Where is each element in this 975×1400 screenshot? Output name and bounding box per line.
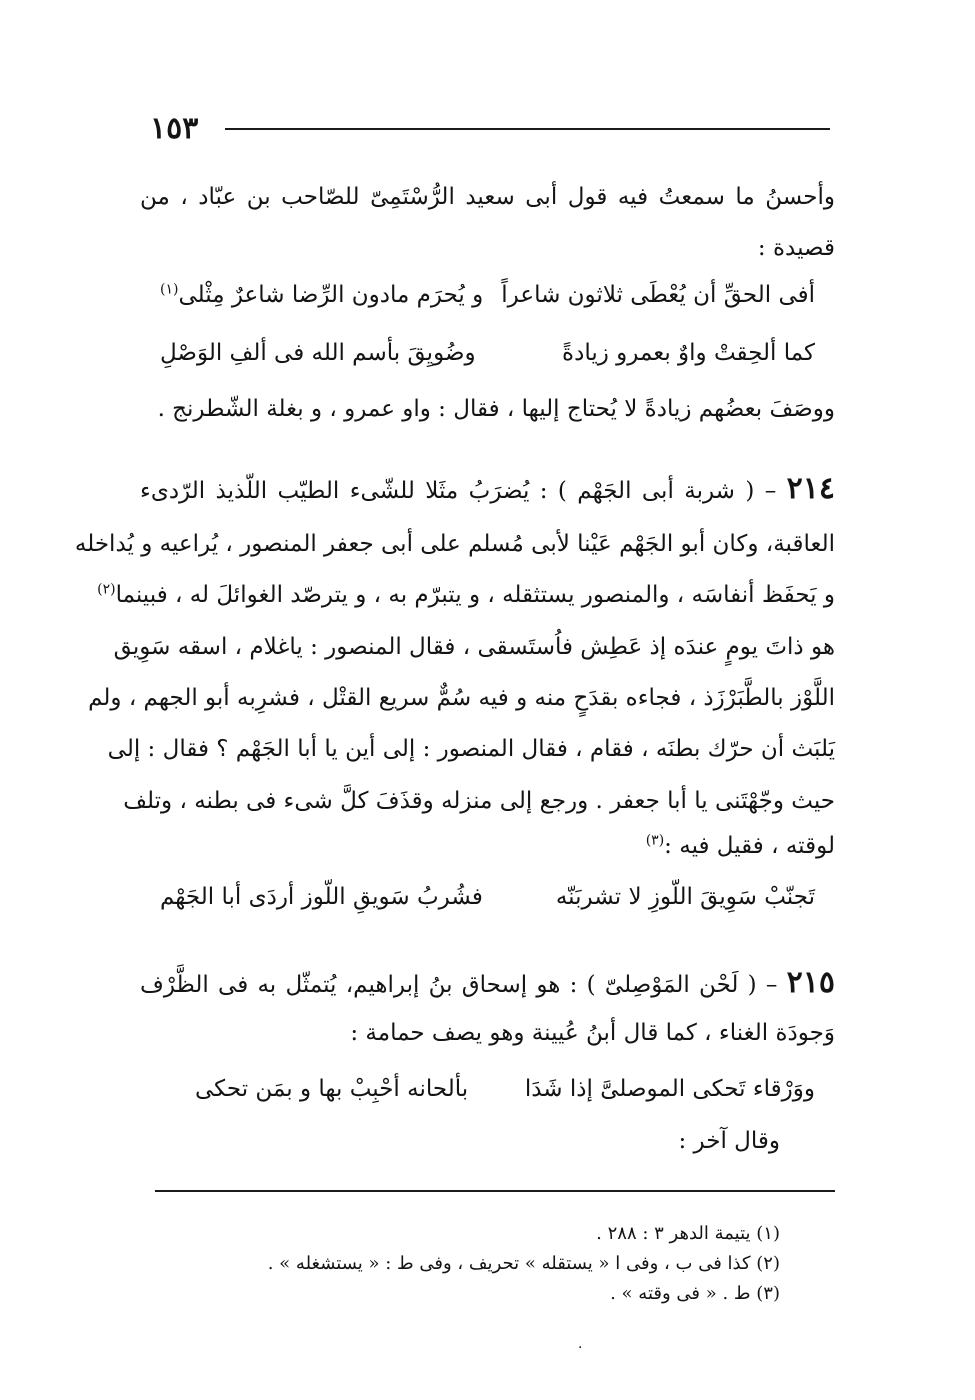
entry-215-verse-hemistich-1: ووَرْقاء تَحكى الموصلىَّ إذا شَدَا [524,1076,815,1102]
entry-215-after: وقال آخر : [678,1128,780,1154]
page-number: ١٥٣ [150,111,199,146]
entry-214-line-3: و يَحفَظ أنفاسَه ، والمنصور يستثقله ، و يتبرّم به ، و يترصّد الغوائلَ له ، فبينما$^{(٢)}$ [97,581,835,608]
intro-end: ووصَفَ بعضُهم زيادةً لا يُحتاج إليها ، فقال : واو عمرو ، و بغلة الشّطرنج . [157,396,835,422]
entry-214-line-6: يَلبَث أن حرّك بطنَه ، فقام ، فقال المنصور : إلى أين يا أبا الجَهْم ؟ فقال : إلى [107,736,835,762]
intro-line-2: قصيدة : [757,235,835,261]
entry-214-line-8: لوقته ، فقيل فيه :$^{(٣)}$ [645,832,835,859]
footnote-marker-1: (١) [160,281,179,298]
verse-2-hemistich-1: كما ألحِقتْ واوٌ بعمرو زيادةً [562,340,815,366]
footnote-marker-3: (٣) [645,832,665,849]
footnote-rule [155,1190,835,1192]
entry-214-line-7: حيث وجّهْتَنى يا أبا جعفر . ورجع إلى منزله وقذَفَ كلَّ شىء فى بطنه ، وتلف [123,788,835,814]
entry-214-line-5: اللَّوْز بالطَّبَرْزَذ ، فجاءه بقدَحٍ منه و فيه سُمٌّ سريع القتْل ، فشرِبه أبو الجهم ، ولم [88,685,835,711]
entry-215-line-1: ٢١٥ – ( لَحْن المَوْصِلىّ ) : هو إسحاق بنُ إبراهيم، يُتمثّل به فى الظَّرْف [140,965,836,1000]
intro-line-1: وأحسنُ ما سمعتُ فيه قول أبى سعيد الرُّسْتَمِىّ للصّاحب بن عبّاد ، من [140,184,835,210]
footnote-marker-2: (٢) [97,581,116,598]
entry-214-verse-hemistich-1: تَجنّبْ سَوِيقَ اللّوزِ لا تشربَنّه [555,884,815,910]
verse-1-hemistich-2: و يُحرَم مادون الرِّضا شاعرٌ مِثْلى$^{(١)}$ [160,281,484,308]
footnote-1: (١) يتيمة الدهر ٣ : ٢٨٨ . [596,1223,780,1244]
verse-2-hemistich-2: وضُويِقَ بأسم الله فى ألفِ الوَصْلِ [160,340,476,366]
entry-215-line-2: وَجودَة الغناء ، كما قال أبنُ عُيينة وهو يصف حمامة : [350,1020,835,1046]
footnote-3: (٣) ط . « فى وقته » . [610,1283,780,1304]
header-rule [225,128,830,130]
entry-214-line-4: هو ذاتَ يومٍ عندَه إذ عَطِش فاُستَسقى ، فقال المنصور : ياغلام ، اسقه سَوِيق [113,634,835,660]
entry-214-number: ٢١٤ [786,471,835,506]
entry-214-line-1: ٢١٤ – ( شربة أبى الجَهْم ) : يُضرَبُ مثَلا للشّىء الطيّب اللّذيذ الرّدىء [140,471,835,506]
entry-214-verse-hemistich-2: فشُربُ سَويقِ اللّوز أردَى أبا الجَهْم [160,884,483,910]
entry-215-verse-hemistich-2: بألحانه أحْبِبْ بها و بمَن تحكى [195,1076,469,1102]
page-header [150,112,830,152]
verse-1-hemistich-1: أفى الحقِّ أن يُعْطَى ثلاثون شاعراً [501,282,815,308]
entry-215-number: ٢١٥ [786,965,836,1000]
entry-214-line-2: العاقبة، وكان أبو الجَهْم عَيْنا لأبى مُسلم على أبى جعفر المنصور ، يُراعيه و يُداخله [74,531,835,557]
ink-speck: · [578,1340,583,1356]
footnote-2: (٢) كذا فى ب ، وفى ا « يستقله » تحريف ، وفى ط : « يستشغله » . [267,1253,780,1274]
